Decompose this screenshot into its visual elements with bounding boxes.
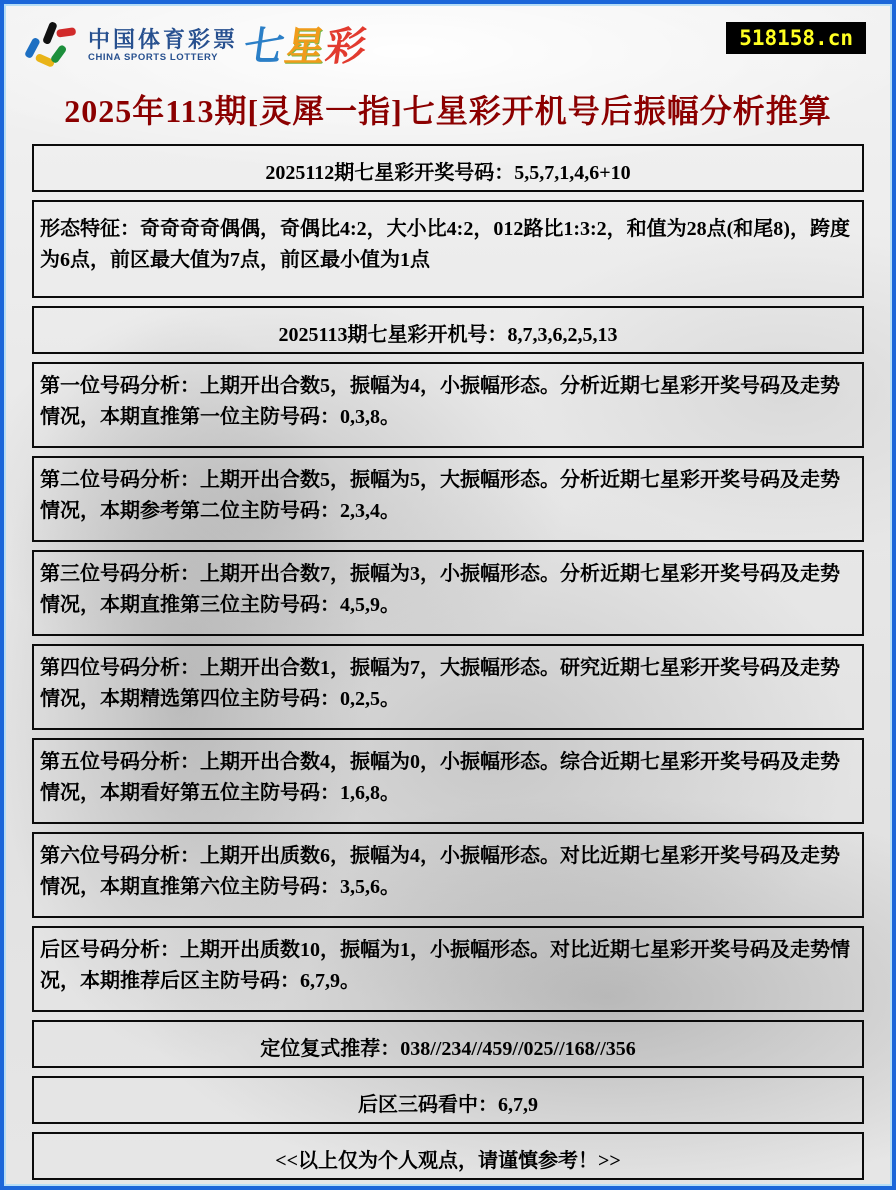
pattern-features-box: 形态特征：奇奇奇奇偶偶，奇偶比4:2，大小比4:2，012路比1:3:2，和值为28点(和尾8)，跨度为6点，前区最大值为7点，前区最小值为1点 bbox=[32, 200, 864, 298]
logo-text bbox=[88, 28, 238, 64]
disclaimer-box: <<以上仅为个人观点，请谨慎参考！>> bbox=[32, 1132, 864, 1180]
site-badge: 518158.cn bbox=[726, 22, 866, 54]
position-4-analysis-box: 第四位号码分析：上期开出合数1，振幅为7，大振幅形态。研究近期七星彩开奖号码及走势情况，本期精选第四位主防号码：0,2,5。 bbox=[32, 644, 864, 730]
back-three-codes-box: 后区三码看中：6,7,9 bbox=[32, 1076, 864, 1124]
page-title: 2025年113期[灵犀一指]七星彩开机号后振幅分析推算 bbox=[64, 93, 832, 129]
header bbox=[4, 4, 892, 76]
position-3-analysis-box: 第三位号码分析：上期开出合数7，振幅为3，小振幅形态。分析近期七星彩开奖号码及走势情况，本期直推第三位主防号码：4,5,9。 bbox=[32, 550, 864, 636]
brand-char-1: 七 bbox=[240, 25, 289, 69]
brand-qixingcai bbox=[241, 25, 370, 69]
machine-numbers-box: 2025113期七星彩开机号：8,7,3,6,2,5,13 bbox=[32, 306, 864, 354]
content-boxes bbox=[4, 144, 892, 1180]
composite-recommendation-box: 定位复式推荐：038//234//459//025//168//356 bbox=[32, 1020, 864, 1068]
brand-char-2: 星 bbox=[281, 25, 330, 69]
position-2-analysis-box: 第二位号码分析：上期开出合数5，振幅为5，大振幅形态。分析近期七星彩开奖号码及走势情况，本期参考第二位主防号码：2,3,4。 bbox=[32, 456, 864, 542]
position-5-analysis-box: 第五位号码分析：上期开出合数4，振幅为0，小振幅形态。综合近期七星彩开奖号码及走势情况，本期看好第五位主防号码：1,6,8。 bbox=[32, 738, 864, 824]
position-1-analysis-box: 第一位号码分析：上期开出合数5，振幅为4，小振幅形态。分析近期七星彩开奖号码及走势情况，本期直推第一位主防号码：0,3,8。 bbox=[32, 362, 864, 448]
sports-lottery-logo bbox=[24, 18, 371, 74]
position-6-analysis-box: 第六位号码分析：上期开出质数6，振幅为4，小振幅形态。对比近期七星彩开奖号码及走势情况，本期直推第六位主防号码：3,5,6。 bbox=[32, 832, 864, 918]
logo-cn-label: 中国体育彩票 bbox=[88, 27, 239, 52]
sports-lottery-pinwheel-icon bbox=[24, 18, 82, 74]
brand-char-3: 彩 bbox=[322, 25, 371, 69]
back-zone-analysis-box: 后区号码分析：上期开出质数10，振幅为1，小振幅形态。对比近期七星彩开奖号码及走势情况，本期推荐后区主防号码：6,7,9。 bbox=[32, 926, 864, 1012]
logo-en-label: CHINA SPORTS LOTTERY bbox=[88, 52, 219, 63]
draw-result-box: 2025112期七星彩开奖号码：5,5,7,1,4,6+10 bbox=[32, 144, 864, 192]
